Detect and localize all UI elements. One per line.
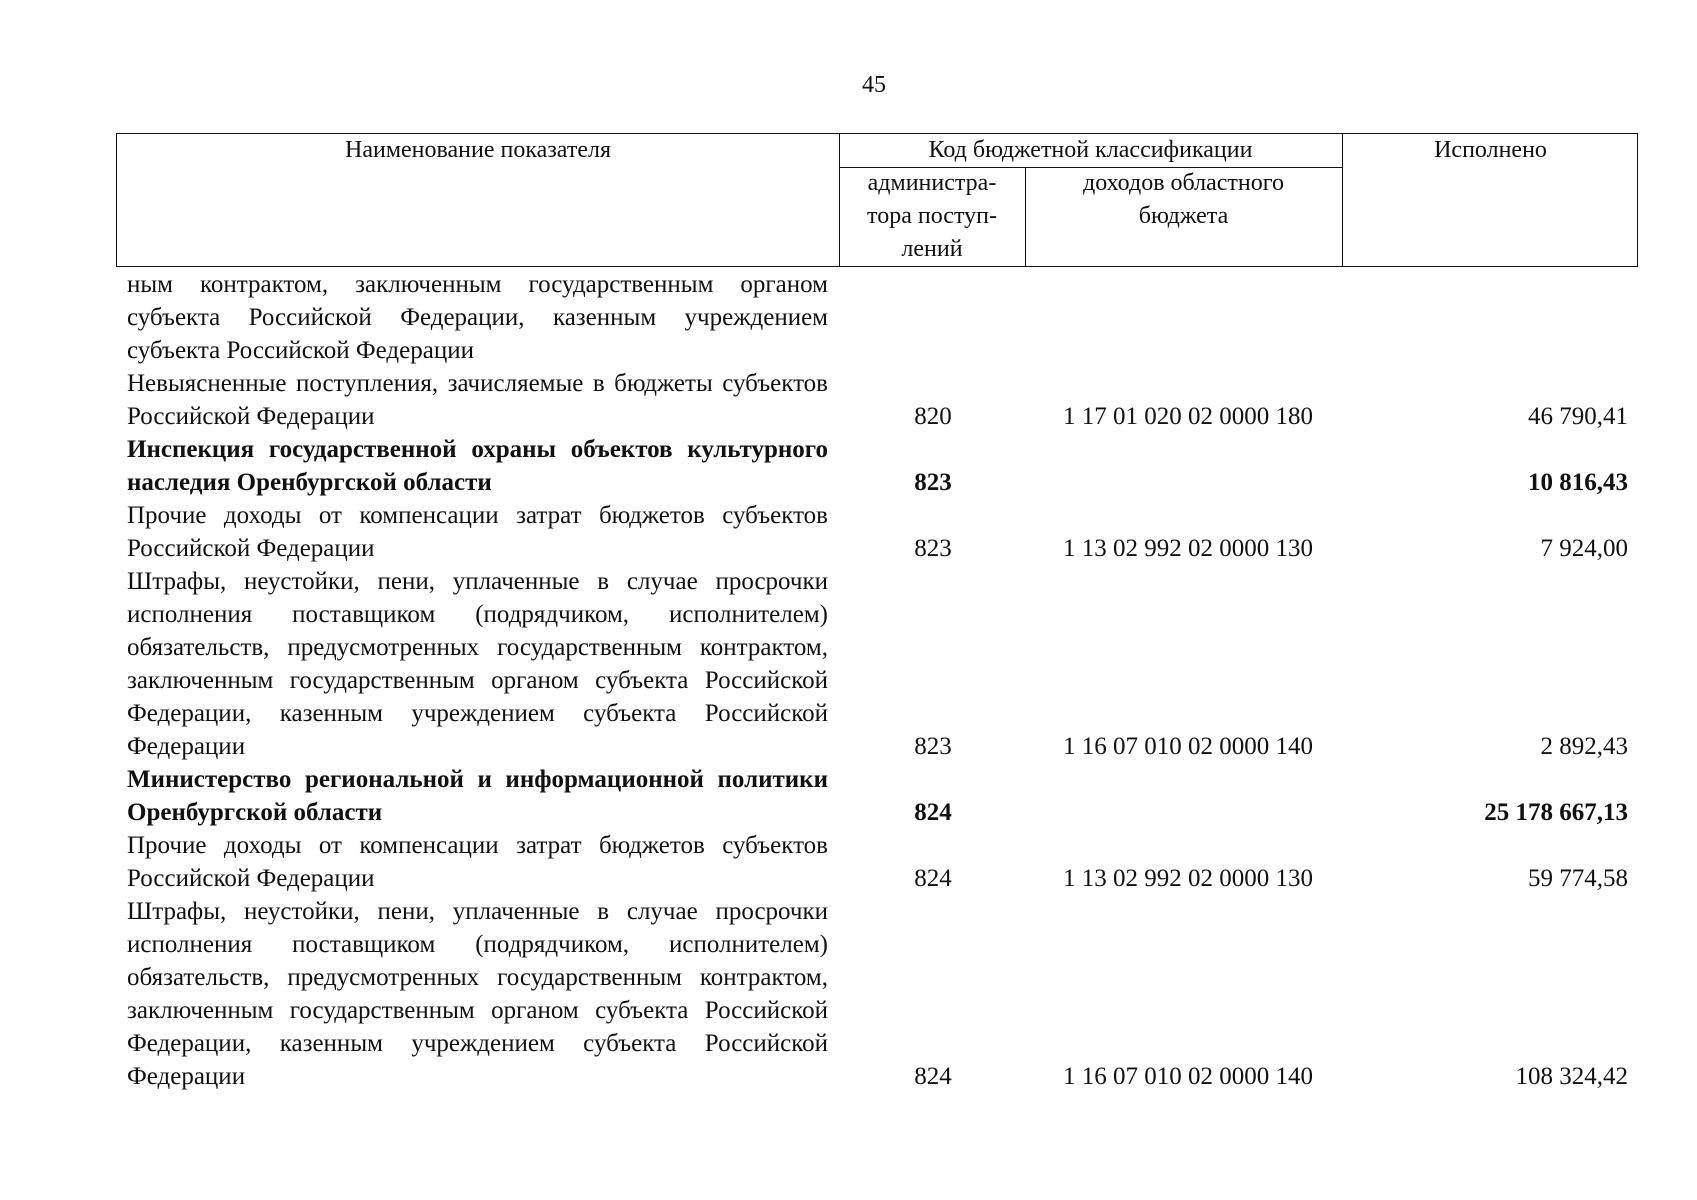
table-row — [0, 367, 1697, 433]
row-admin-code: 823 — [914, 733, 952, 760]
row-amount: 10 816,43 — [1528, 469, 1628, 496]
header-admin-line: администра- — [867, 170, 997, 196]
row-name: Прочие доходы от компенсации затрат бюджетов субъектов Российской Федерации — [127, 832, 828, 892]
row-amount: 59 774,58 — [1528, 865, 1628, 892]
header-indicator-name: Наименование показателя — [345, 137, 611, 163]
table-row-section — [0, 763, 1697, 829]
row-admin-code: 823 — [914, 535, 952, 562]
header-admin-line: тора поступ- — [867, 203, 997, 229]
header-income-code — [1025, 167, 1342, 233]
table-row — [0, 499, 1697, 565]
row-income-code: 1 13 02 992 02 0000 130 — [1063, 535, 1313, 562]
table-row — [0, 565, 1697, 763]
table-row-section — [0, 433, 1697, 499]
table-row — [0, 268, 1697, 367]
row-admin-code: 824 — [914, 865, 952, 892]
row-name: Штрафы, неустойки, пени, уплаченные в случае просрочки исполнения поставщиком (подрядчиком, исполнителем) обязательств, предусмотренных государственным контрактом, заключенным государственным органом субъекта Российской Федерации, казенным учреждением субъекта Российской Федерации — [127, 568, 828, 760]
table-row — [0, 829, 1697, 895]
row-amount: 108 324,42 — [1515, 1063, 1628, 1090]
row-name: Невыясненные поступления, зачисляемые в бюджеты субъектов Российской Федерации — [127, 370, 828, 430]
header-income-line: доходов областного — [1082, 170, 1285, 196]
row-amount: 46 790,41 — [1528, 403, 1628, 430]
row-income-code: 1 17 01 020 02 0000 180 — [1063, 403, 1313, 430]
row-name: Штрафы, неустойки, пени, уплаченные в случае просрочки исполнения поставщиком (подрядчиком, исполнителем) обязательств, предусмотренных государственным контрактом, заключенным государственным органом субъекта Российской Федерации, казенным учреждением субъекта Российской Федерации — [127, 898, 828, 1090]
row-admin-code: 823 — [914, 469, 952, 496]
row-income-code: 1 16 07 010 02 0000 140 — [1063, 1063, 1313, 1090]
header-admin-code — [839, 167, 1025, 266]
row-name: Инспекция государственной охраны объектов культурного наследия Оренбургской области — [127, 436, 828, 496]
table-row — [0, 895, 1697, 1093]
row-name: ным контрактом, заключенным государственным органом субъекта Российской Федерации, казенным учреждением субъекта Российской Федерации — [127, 271, 828, 364]
header-code-group: Код бюджетной классификации — [928, 137, 1253, 163]
row-name: Прочие доходы от компенсации затрат бюджетов субъектов Российской Федерации — [127, 502, 828, 562]
page-number: 45 — [862, 72, 886, 98]
row-amount: 2 892,43 — [1540, 733, 1628, 760]
row-admin-code: 820 — [914, 403, 952, 430]
row-income-code: 1 13 02 992 02 0000 130 — [1063, 865, 1313, 892]
row-income-code: 1 16 07 010 02 0000 140 — [1063, 733, 1313, 760]
row-name: Министерство региональной и информационной политики Оренбургской области — [127, 766, 828, 826]
header-admin-line: лений — [901, 236, 963, 262]
row-amount: 25 178 667,13 — [1484, 799, 1628, 826]
row-amount: 7 924,00 — [1540, 535, 1628, 562]
row-admin-code: 824 — [914, 1063, 952, 1090]
table-header — [116, 133, 1638, 267]
header-executed: Исполнено — [1434, 137, 1547, 163]
row-admin-code: 824 — [914, 799, 952, 826]
header-income-line: бюджета — [1138, 203, 1229, 229]
table-body — [0, 268, 1697, 1093]
